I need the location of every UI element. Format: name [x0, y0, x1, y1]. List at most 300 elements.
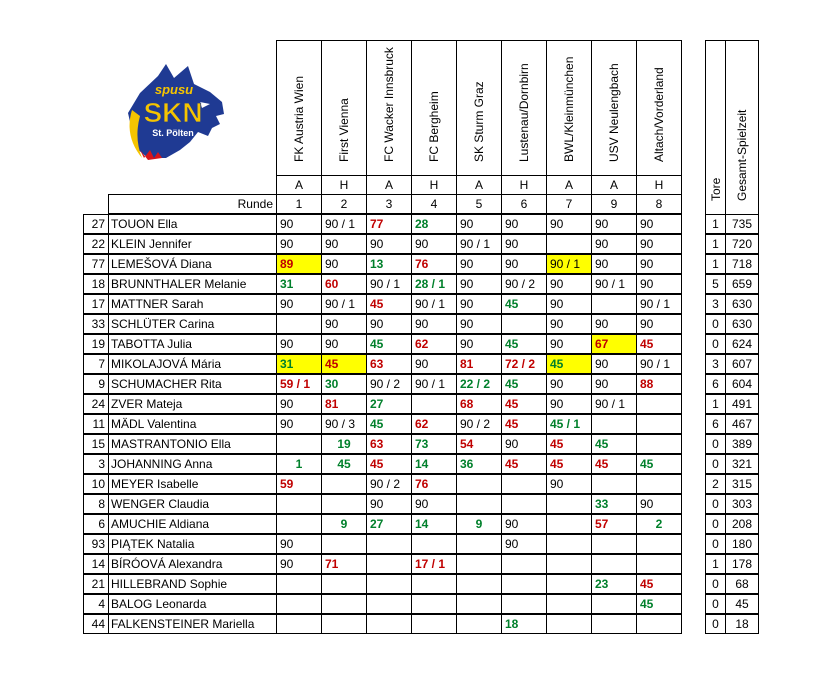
logo-text-city: St. Pölten: [152, 128, 194, 138]
minutes-cell: 90 / 1: [591, 394, 637, 414]
minutes-cell: [591, 474, 637, 494]
logo-text-spusu: spusu: [154, 82, 194, 97]
minutes-cell: 57: [591, 514, 637, 534]
minutes-cell: 90: [321, 254, 367, 274]
minutes-cell: [636, 554, 682, 574]
minutes-cell: 14: [411, 514, 457, 534]
minutes-cell: [321, 614, 367, 634]
minutes-cell: 45: [501, 334, 547, 354]
minutes-cell: 76: [411, 474, 457, 494]
opponent-header: [501, 40, 547, 176]
minutes-cell: 90: [591, 314, 637, 334]
player-number: 44: [83, 614, 109, 634]
minutes-cell: 23: [591, 574, 637, 594]
minutes-cell: 45: [591, 454, 637, 474]
minutes-cell: 90: [456, 274, 502, 294]
player-name: BRUNNTHALER Melanie: [108, 274, 277, 294]
minutes-cell: 27: [366, 514, 412, 534]
minutes-cell: 1: [276, 454, 322, 474]
minutes-cell: [501, 474, 547, 494]
player-name: BÍRÓOVÁ Alexandra: [108, 554, 277, 574]
minutes-cell: 90: [591, 254, 637, 274]
minutes-cell: 72 / 2: [501, 354, 547, 374]
goals-cell: 0: [705, 574, 726, 594]
minutes-cell: [591, 414, 637, 434]
opponent-name: FC Wacker Innsbruck: [382, 47, 396, 162]
minutes-cell: 90: [501, 254, 547, 274]
minutes-cell: 90: [546, 274, 592, 294]
minutes-cell: [591, 594, 637, 614]
minutes-cell: 36: [456, 454, 502, 474]
minutes-cell: 13: [366, 254, 412, 274]
minutes-cell: [591, 534, 637, 554]
minutes-cell: 90: [546, 334, 592, 354]
player-name: KLEIN Jennifer: [108, 234, 277, 254]
minutes-cell: 19: [321, 434, 367, 454]
runde-label: Runde: [108, 194, 277, 214]
opponent-header: [366, 40, 412, 176]
minutes-cell: 90: [501, 214, 547, 234]
minutes-cell: [276, 594, 322, 614]
minutes-cell: 90 / 1: [321, 294, 367, 314]
minutes-cell: 90: [366, 234, 412, 254]
minutes-cell: 90: [501, 234, 547, 254]
minutes-cell: 90: [276, 394, 322, 414]
minutes-cell: [411, 594, 457, 614]
minutes-cell: [366, 534, 412, 554]
minutes-cell: 90: [366, 494, 412, 514]
minutes-cell: 90 / 1: [591, 274, 637, 294]
minutes-cell: 62: [411, 414, 457, 434]
minutes-cell: 30: [321, 374, 367, 394]
minutes-cell: [456, 614, 502, 634]
total-time-cell: 208: [725, 514, 759, 534]
round-cell: 9: [591, 194, 637, 214]
opponent-header: [456, 40, 502, 176]
opponent-name: SK Sturm Graz: [472, 81, 486, 162]
goals-cell: 2: [705, 474, 726, 494]
minutes-cell: 90 / 1: [411, 374, 457, 394]
round-cell: 1: [276, 194, 322, 214]
goals-cell: 0: [705, 314, 726, 334]
venue-cell: H: [636, 175, 682, 195]
minutes-cell: 90 / 3: [321, 414, 367, 434]
minutes-cell: [546, 534, 592, 554]
minutes-cell: 90: [591, 374, 637, 394]
goals-cell: 6: [705, 414, 726, 434]
player-number: 18: [83, 274, 109, 294]
round-cell: 6: [501, 194, 547, 214]
player-name: BALOG Leonarda: [108, 594, 277, 614]
player-number: 3: [83, 454, 109, 474]
total-time-cell: 45: [725, 594, 759, 614]
total-time-cell: 720: [725, 234, 759, 254]
round-cell: 7: [546, 194, 592, 214]
minutes-cell: 90 / 2: [456, 414, 502, 434]
player-name: SCHUMACHER Rita: [108, 374, 277, 394]
minutes-cell: 45: [501, 394, 547, 414]
minutes-cell: 45: [636, 334, 682, 354]
minutes-cell: 31: [276, 354, 322, 374]
player-number: 19: [83, 334, 109, 354]
opponent-name: First Vienna: [337, 98, 351, 162]
minutes-cell: [501, 314, 547, 334]
total-time-cell: 659: [725, 274, 759, 294]
minutes-cell: 90: [636, 494, 682, 514]
total-time-header: [725, 40, 759, 215]
minutes-cell: 45: [501, 294, 547, 314]
minutes-cell: [456, 474, 502, 494]
total-time-cell: 491: [725, 394, 759, 414]
minutes-cell: 59 / 1: [276, 374, 322, 394]
minutes-cell: 31: [276, 274, 322, 294]
minutes-cell: [636, 434, 682, 454]
minutes-cell: 90: [411, 354, 457, 374]
minutes-cell: 68: [456, 394, 502, 414]
minutes-cell: [276, 314, 322, 334]
minutes-cell: 90: [276, 534, 322, 554]
minutes-cell: 45: [366, 334, 412, 354]
minutes-cell: [591, 614, 637, 634]
minutes-cell: 90: [321, 334, 367, 354]
minutes-cell: [321, 534, 367, 554]
round-cell: 8: [636, 194, 682, 214]
minutes-cell: 90: [276, 554, 322, 574]
opponent-name: USV Neulengbach: [607, 63, 621, 162]
goals-cell: 0: [705, 434, 726, 454]
goals-cell: 1: [705, 254, 726, 274]
total-time-cell: 718: [725, 254, 759, 274]
player-number: 11: [83, 414, 109, 434]
player-name: JOHANNING Anna: [108, 454, 277, 474]
minutes-cell: 90: [546, 214, 592, 234]
minutes-cell: 90: [366, 314, 412, 334]
opponent-header: [411, 40, 457, 176]
opponent-header: [591, 40, 637, 176]
minutes-cell: 28: [411, 214, 457, 234]
minutes-cell: [456, 494, 502, 514]
minutes-cell: 90 / 1: [546, 254, 592, 274]
minutes-cell: 67: [591, 334, 637, 354]
player-number: 10: [83, 474, 109, 494]
minutes-cell: 90 / 1: [411, 294, 457, 314]
minutes-cell: 77: [366, 214, 412, 234]
minutes-cell: 45 / 1: [546, 414, 592, 434]
minutes-cell: [276, 494, 322, 514]
minutes-cell: 88: [636, 374, 682, 394]
total-time-cell: 735: [725, 214, 759, 234]
minutes-cell: [636, 614, 682, 634]
round-cell: 2: [321, 194, 367, 214]
goals-cell: 0: [705, 454, 726, 474]
minutes-cell: 90 / 1: [321, 214, 367, 234]
minutes-cell: [321, 594, 367, 614]
total-time-cell: 604: [725, 374, 759, 394]
minutes-cell: 90: [636, 314, 682, 334]
minutes-cell: 28 / 1: [411, 274, 457, 294]
round-cell: 3: [366, 194, 412, 214]
minutes-cell: [411, 574, 457, 594]
opponent-name: FK Austria Wien: [292, 75, 306, 162]
total-time-cell: 303: [725, 494, 759, 514]
player-name: MEYER Isabelle: [108, 474, 277, 494]
minutes-cell: 14: [411, 454, 457, 474]
opponent-header: [276, 40, 322, 176]
minutes-cell: [276, 514, 322, 534]
player-number: 22: [83, 234, 109, 254]
minutes-cell: [366, 554, 412, 574]
minutes-cell: 90: [276, 294, 322, 314]
minutes-cell: 90: [411, 234, 457, 254]
minutes-cell: [546, 234, 592, 254]
minutes-cell: [366, 594, 412, 614]
total-time-cell: 624: [725, 334, 759, 354]
minutes-cell: 90: [276, 234, 322, 254]
minutes-cell: [636, 474, 682, 494]
minutes-cell: [501, 554, 547, 574]
venue-cell: H: [321, 175, 367, 195]
player-number: 15: [83, 434, 109, 454]
minutes-cell: 45: [321, 454, 367, 474]
opponent-name: FC Bergheim: [427, 91, 441, 162]
minutes-cell: 45: [366, 294, 412, 314]
minutes-cell: [456, 534, 502, 554]
player-name: TABOTTA Julia: [108, 334, 277, 354]
minutes-cell: 90: [591, 234, 637, 254]
player-name: MIKOLAJOVÁ Mária: [108, 354, 277, 374]
minutes-cell: 63: [366, 354, 412, 374]
minutes-cell: [591, 554, 637, 574]
minutes-cell: [321, 574, 367, 594]
minutes-cell: [501, 494, 547, 514]
player-name: MATTNER Sarah: [108, 294, 277, 314]
minutes-cell: [501, 594, 547, 614]
minutes-cell: [591, 294, 637, 314]
minutes-cell: 90: [546, 374, 592, 394]
minutes-cell: [456, 574, 502, 594]
venue-cell: A: [591, 175, 637, 195]
venue-cell: H: [501, 175, 547, 195]
minutes-cell: 22 / 2: [456, 374, 502, 394]
minutes-cell: 45: [546, 354, 592, 374]
minutes-cell: 90: [321, 314, 367, 334]
minutes-cell: 27: [366, 394, 412, 414]
player-number: 8: [83, 494, 109, 514]
minutes-cell: 45: [366, 414, 412, 434]
minutes-cell: 90 / 1: [456, 234, 502, 254]
minutes-cell: [411, 614, 457, 634]
minutes-cell: [411, 394, 457, 414]
goals-cell: 3: [705, 294, 726, 314]
minutes-cell: 45: [321, 354, 367, 374]
goals-cell: 0: [705, 494, 726, 514]
minutes-cell: [501, 574, 547, 594]
total-time-cell: 321: [725, 454, 759, 474]
minutes-cell: [276, 434, 322, 454]
minutes-cell: 90: [546, 394, 592, 414]
minutes-cell: 90: [456, 214, 502, 234]
minutes-cell: 90: [276, 414, 322, 434]
goals-cell: 1: [705, 214, 726, 234]
goals-cell: 1: [705, 234, 726, 254]
goals-cell: 6: [705, 374, 726, 394]
minutes-cell: 90 / 2: [366, 474, 412, 494]
minutes-cell: [411, 534, 457, 554]
minutes-cell: 90: [546, 294, 592, 314]
minutes-cell: 59: [276, 474, 322, 494]
minutes-cell: [276, 574, 322, 594]
minutes-cell: 90: [501, 434, 547, 454]
player-number: 33: [83, 314, 109, 334]
minutes-cell: 90: [636, 254, 682, 274]
goals-cell: 0: [705, 514, 726, 534]
minutes-cell: 17 / 1: [411, 554, 457, 574]
player-name: HILLEBRAND Sophie: [108, 574, 277, 594]
total-time-cell: 467: [725, 414, 759, 434]
player-number: 4: [83, 594, 109, 614]
total-time-cell: 389: [725, 434, 759, 454]
opponent-header: [321, 40, 367, 176]
minutes-cell: 90: [501, 514, 547, 534]
minutes-cell: 45: [636, 574, 682, 594]
minutes-cell: 45: [501, 414, 547, 434]
minutes-cell: 90 / 1: [636, 294, 682, 314]
minutes-cell: [546, 494, 592, 514]
opponent-name: BWL/Kleinmünchen: [562, 56, 576, 162]
minutes-cell: 90 / 1: [366, 274, 412, 294]
minutes-cell: 60: [321, 274, 367, 294]
minutes-cell: 45: [636, 594, 682, 614]
player-number: 6: [83, 514, 109, 534]
club-logo: [118, 58, 230, 170]
minutes-cell: 81: [321, 394, 367, 414]
opponent-header: [636, 40, 682, 176]
opponent-name: Lustenau/Dornbirn: [517, 63, 531, 162]
minutes-cell: 18: [501, 614, 547, 634]
minutes-cell: 90: [501, 534, 547, 554]
total-time-cell: 630: [725, 314, 759, 334]
minutes-cell: 90: [321, 234, 367, 254]
venue-cell: A: [366, 175, 412, 195]
minutes-cell: 90: [456, 334, 502, 354]
minutes-cell: 2: [636, 514, 682, 534]
total-time-cell: 18: [725, 614, 759, 634]
minutes-cell: 90: [411, 494, 457, 514]
minutes-cell: 89: [276, 254, 322, 274]
minutes-cell: [546, 574, 592, 594]
minutes-cell: 76: [411, 254, 457, 274]
minutes-cell: [366, 574, 412, 594]
venue-cell: A: [276, 175, 322, 195]
goals-cell: 1: [705, 554, 726, 574]
minutes-cell: 9: [321, 514, 367, 534]
minutes-cell: 90: [591, 214, 637, 234]
minutes-cell: [636, 394, 682, 414]
minutes-cell: 33: [591, 494, 637, 514]
total-time-cell: 68: [725, 574, 759, 594]
minutes-cell: 90: [276, 214, 322, 234]
venue-cell: A: [546, 175, 592, 195]
player-name: TOUON Ella: [108, 214, 277, 234]
player-number: 93: [83, 534, 109, 554]
goals-cell: 0: [705, 334, 726, 354]
minutes-cell: [546, 594, 592, 614]
minutes-cell: [366, 614, 412, 634]
player-name: WENGER Claudia: [108, 494, 277, 514]
goals-cell: 0: [705, 534, 726, 554]
total-time-cell: 178: [725, 554, 759, 574]
player-name: PIĄTEK Natalia: [108, 534, 277, 554]
minutes-cell: 71: [321, 554, 367, 574]
minutes-cell: 90: [591, 354, 637, 374]
total-time-cell: 607: [725, 354, 759, 374]
minutes-cell: 90: [456, 294, 502, 314]
round-cell: 5: [456, 194, 502, 214]
minutes-cell: 90: [456, 314, 502, 334]
minutes-cell: [546, 614, 592, 634]
player-name: SCHLÜTER Carina: [108, 314, 277, 334]
goals-header: [705, 40, 726, 215]
player-name: FALKENSTEINER Mariella: [108, 614, 277, 634]
minutes-cell: 54: [456, 434, 502, 454]
minutes-cell: 45: [546, 454, 592, 474]
minutes-cell: [546, 554, 592, 574]
player-number: 7: [83, 354, 109, 374]
goals-cell: 3: [705, 354, 726, 374]
player-name: MÄDL Valentina: [108, 414, 277, 434]
venue-cell: A: [456, 175, 502, 195]
player-name: LEMEŠOVÁ Diana: [108, 254, 277, 274]
player-number: 17: [83, 294, 109, 314]
player-name: MASTRANTONIO Ella: [108, 434, 277, 454]
minutes-cell: 90: [411, 314, 457, 334]
player-number: 14: [83, 554, 109, 574]
minutes-cell: [456, 594, 502, 614]
minutes-cell: [321, 494, 367, 514]
minutes-cell: 45: [591, 434, 637, 454]
minutes-cell: 45: [366, 454, 412, 474]
logo-text-skn: SKN: [143, 97, 203, 128]
minutes-cell: 73: [411, 434, 457, 454]
player-name: ZVER Mateja: [108, 394, 277, 414]
minutes-cell: 90: [546, 474, 592, 494]
minutes-cell: 90 / 2: [501, 274, 547, 294]
round-cell: 4: [411, 194, 457, 214]
player-number: 27: [83, 214, 109, 234]
venue-cell: H: [411, 175, 457, 195]
minutes-cell: 90: [636, 214, 682, 234]
minutes-cell: 90: [636, 234, 682, 254]
minutes-cell: 62: [411, 334, 457, 354]
minutes-cell: [321, 474, 367, 494]
minutes-cell: [636, 414, 682, 434]
minutes-cell: [276, 614, 322, 634]
goals-header-label: Tore: [708, 177, 723, 201]
minutes-cell: 45: [636, 454, 682, 474]
minutes-cell: 45: [501, 374, 547, 394]
opponent-header: [546, 40, 592, 176]
total-time-cell: 630: [725, 294, 759, 314]
player-number: 21: [83, 574, 109, 594]
player-number: 9: [83, 374, 109, 394]
minutes-cell: 45: [501, 454, 547, 474]
minutes-cell: 90 / 2: [366, 374, 412, 394]
player-name: AMUCHIE Aldiana: [108, 514, 277, 534]
minutes-cell: [456, 554, 502, 574]
minutes-cell: 90 / 1: [636, 354, 682, 374]
minutes-cell: [546, 514, 592, 534]
minutes-cell: 81: [456, 354, 502, 374]
